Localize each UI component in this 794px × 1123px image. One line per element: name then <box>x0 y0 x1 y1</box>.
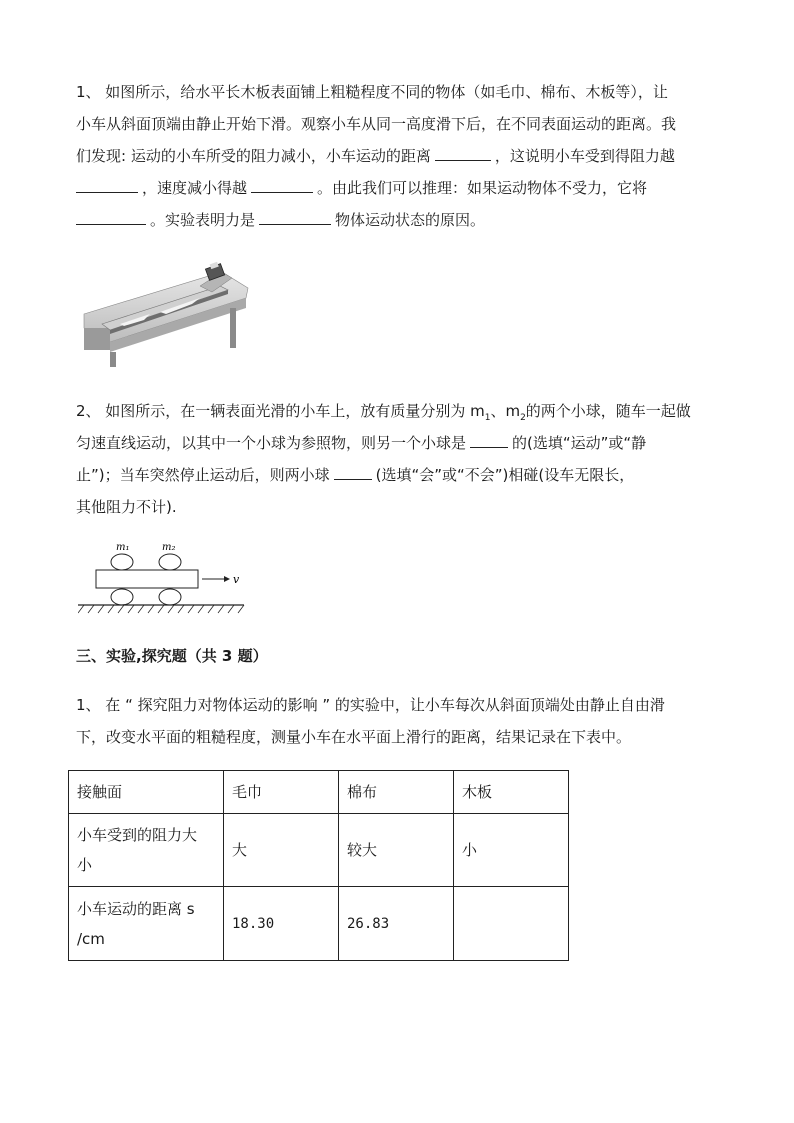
q2-line-3 <box>76 465 634 485</box>
q2-text: 匀速直线运动，以其中一个小球为参照物，则另一个小球是 <box>76 434 467 452</box>
answer-blank[interactable] <box>259 210 331 225</box>
q2-line-1 <box>76 401 691 428</box>
q1-line-2: 小车从斜面顶端由静止开始下滑。观察小车从同一高度滑下后，在不同表面运动的距离。我 <box>76 115 677 133</box>
m2-label: m₂ <box>162 542 176 553</box>
row-label: 小车受到的阻力大 小 <box>69 814 224 887</box>
q1-text: 。由此我们可以推理：如果运动物体不受力，它将 <box>317 179 648 197</box>
s3-q1-line-2: 下，改变水平面的粗糙程度，测量小车在水平面上滑行的距离，结果记录在下表中。 <box>76 728 632 746</box>
table-cell: 26.83 <box>339 887 454 961</box>
ball-m2 <box>159 554 181 570</box>
q2-text: 的(选填“运动”或“静 <box>512 434 647 452</box>
q2-line-2 <box>76 433 646 453</box>
q2-text: 止”)；当车突然停止运动后，则两小球 <box>76 466 330 484</box>
answer-cell[interactable] <box>454 887 569 961</box>
section-heading: 三、实验,探究题（共 3 题） <box>76 647 268 665</box>
q1-text: 物体运动状态的原因。 <box>335 211 486 229</box>
q1-text: ，速度减小得越 <box>142 179 248 197</box>
q2-text: 、m <box>490 402 521 420</box>
subscript: 2 <box>520 413 526 423</box>
q1-line-4 <box>76 178 647 198</box>
wheel <box>159 589 181 605</box>
q1-text: ，这说明小车受到得阻力越 <box>494 147 675 165</box>
q1-text: 。实验表明力是 <box>150 211 256 229</box>
m1-label: m₁ <box>116 542 130 553</box>
table-cell: 18.30 <box>224 887 339 961</box>
wheel <box>111 589 133 605</box>
ball-m1 <box>111 554 133 570</box>
table-header-cell: 毛巾 <box>224 771 339 814</box>
answer-blank[interactable] <box>251 178 313 193</box>
answer-blank[interactable] <box>76 178 138 193</box>
results-table <box>68 770 569 961</box>
ground-hatch <box>78 605 244 613</box>
answer-blank[interactable] <box>76 210 146 225</box>
q1-line-5 <box>76 210 485 230</box>
q2-text: 2、 如图所示，在一辆表面光滑的小车上，放有质量分别为 m <box>76 402 485 420</box>
subscript: 1 <box>484 413 491 423</box>
q2-line-4: 其他阻力不计). <box>76 498 177 516</box>
table-row <box>69 887 569 961</box>
q2-text: 的两个小球，随车一起做 <box>525 402 691 420</box>
s3-q1-line-1: 1、 在 “ 探究阻力对物体运动的影响 ” 的实验中，让小车每次从斜面顶端处由静止自由滑 <box>76 696 665 714</box>
q1-line-3 <box>76 146 675 166</box>
table-cell: 大 <box>224 814 339 887</box>
q1-text: 们发现: 运动的小车所受的阻力减小，小车运动的距离 <box>76 147 431 165</box>
cart-body <box>96 570 198 588</box>
table-row <box>69 814 569 887</box>
table-cell: 较大 <box>339 814 454 887</box>
q1-line-1: 1、 如图所示，给水平长木板表面铺上粗糙程度不同的物体（如毛巾、棉布、木板等），让 <box>76 83 668 101</box>
table-header-cell: 木板 <box>454 771 569 814</box>
ramp-figure <box>80 252 250 367</box>
q2-text: (选填“会”或“不会”)相碰(设车无限长， <box>375 466 635 484</box>
answer-blank[interactable] <box>435 146 491 161</box>
cart-figure <box>78 538 248 616</box>
row-label: 小车运动的距离 s /cm <box>69 887 224 961</box>
answer-blank[interactable] <box>470 433 508 448</box>
table-cell: 小 <box>454 814 569 887</box>
answer-blank[interactable] <box>334 465 372 480</box>
velocity-label: v <box>233 573 240 586</box>
table-header-cell: 接触面 <box>69 771 224 814</box>
table-header-cell: 棉布 <box>339 771 454 814</box>
table-row <box>69 771 569 814</box>
